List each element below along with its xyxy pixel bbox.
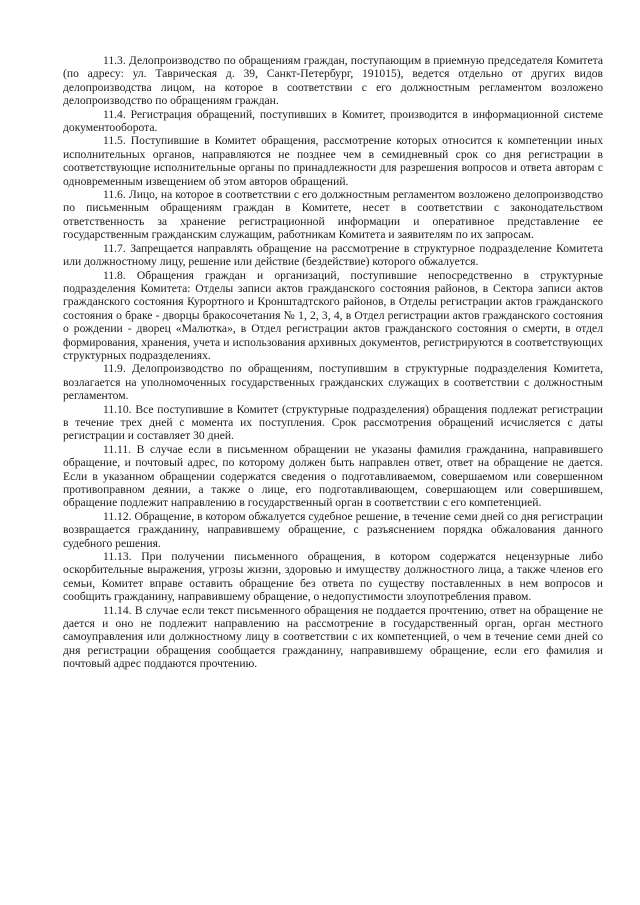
paragraph-11-3: 11.3. Делопроизводство по обращениям граждан, поступающим в приемную председателя Комитета (по адресу: ул. Таврическая д. 39, Санкт-Петербург, 191015), ведется отдельно от других видов делопроизводства лицом, на которое в соответствии с его должностным регламентом возложено делопроизводство по обращениям граждан. [63,54,603,108]
paragraph-11-7: 11.7. Запрещается направлять обращение на рассмотрение в структурное подразделение Комитета или должностному лицу, решение или действие (бездействие) которого обжалуется. [63,241,603,269]
paragraph-11-10: 11.10. Все поступившие в Комитет (структурные подразделения) обращения подлежат регистрации в течение трех дней с момента их поступления. Срок рассмотрения обращений исчисляется с даты регистрации и составляет 30 дней. [63,402,603,443]
paragraph-11-12: 11.12. Обращение, в котором обжалуется судебное решение, в течение семи дней со дня регистрации возвращается гражданину, направившему обращение, с разъяснением порядка обжалования данного судебного решения. [63,509,603,550]
paragraph-11-4: 11.4. Регистрация обращений, поступивших в Комитет, производится в информационной системе документооборота. [63,107,603,135]
paragraph-11-8: 11.8. Обращения граждан и организаций, поступившие непосредственно в структурные подразделения Комитета: Отделы записи актов гражданского состояния районов, в Сектора записи актов гражданского состояния Курортного и Кронштадтского районов, в Отделы регистрации актов гражданского состояния о браке - дворцы бракосочетания № 1, 2, 3, 4, в Отдел регистрации актов гражданского состояния о рождении - дворец «Малютка», в Отдел регистрации актов гражданского состояния о смерти, в отдел формирования, хранения, учета и использования архивных документов, регистрируются в соответствующих структурных подразделениях. [63,268,603,362]
document-body [63,54,603,671]
paragraph-11-11: 11.11. В случае если в письменном обращении не указаны фамилия гражданина, направившего обращение, и почтовый адрес, по которому должен быть направлен ответ, ответ на обращение не дается. Если в указанном обращении содержатся сведения о подготавливаемом, совершаемом или совершенном противоправном деянии, а также о лице, его подготавливающем, совершающем или совершившем, обращение подлежит направлению в государственный орган в соответствии с его компетенцией. [63,442,603,510]
paragraph-11-6: 11.6. Лицо, на которое в соответствии с его должностным регламентом возложено делопроизводство по письменным обращениям граждан в Комитете, несет в соответствии с законодательством ответственность за хранение регистрационной информации и оперативное представление ее государственным гражданским служащим, работникам Комитета и заявителям по их запросам. [63,188,603,242]
paragraph-11-13: 11.13. При получении письменного обращения, в котором содержатся нецензурные либо оскорбительные выражения, угрозы жизни, здоровью и имуществу должностного лица, а также членов его семьи, Комитет вправе оставить обращение без ответа по существу поставленных в нем вопросов и сообщить гражданину, направившему обращение, о недопустимости злоупотребления правом. [63,550,603,604]
paragraph-11-9: 11.9. Делопроизводство по обращениям, поступившим в структурные подразделения Комитета, возлагается на уполномоченных государственных гражданских служащих в соответствии с должностным регламентом. [63,362,603,403]
paragraph-11-14: 11.14. В случае если текст письменного обращения не поддается прочтению, ответ на обращение не дается и оно не подлежит направлению на рассмотрение в государственный орган, орган местного самоуправления или должностному лицу в соответствии с их компетенцией, о чем в течение семи дней со дня регистрации обращения сообщается гражданину, направившему обращение, если его фамилия и почтовый адрес поддаются прочтению. [63,603,603,671]
paragraph-11-5: 11.5. Поступившие в Комитет обращения, рассмотрение которых относится к компетенции иных исполнительных органов, направляются не позднее чем в семидневный срок со дня регистрации в соответствующие исполнительные органы по принадлежности для разрешения вопросов и ответа авторам с одновременным извещением об этом авторов обращений. [63,134,603,188]
